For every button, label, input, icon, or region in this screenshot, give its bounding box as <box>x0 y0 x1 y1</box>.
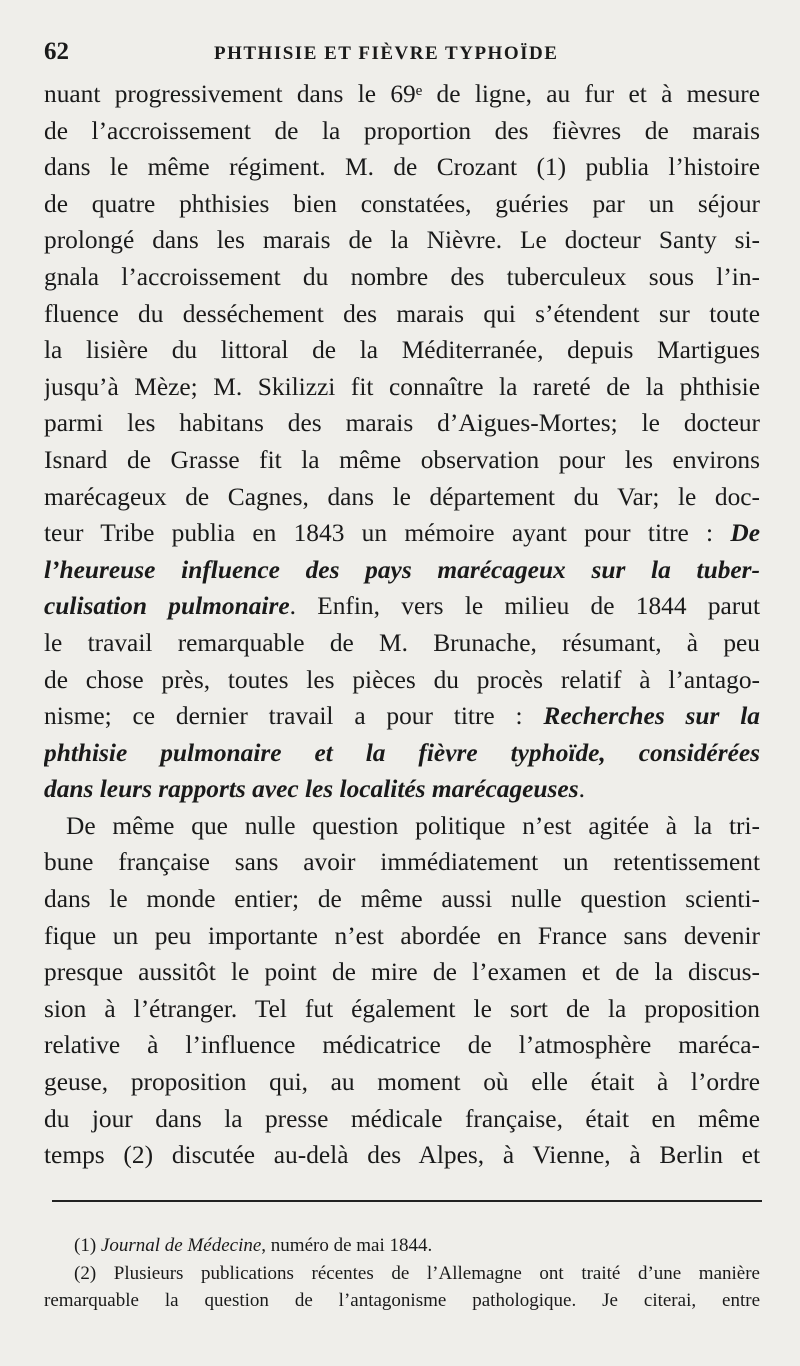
body-line: nuant progressivement dans le 69ᵉ de ligne, au fur et à mesure <box>44 80 760 108</box>
body-text <box>44 76 760 1174</box>
body-line: Isnard de Grasse fit la même observation pour les environs <box>44 445 760 474</box>
italic-title: culisation pulmonaire <box>44 592 290 621</box>
italic-title: phthisie pulmonaire et la fièvre typhoïde, considérées <box>44 738 760 767</box>
paragraph-line: De même que nulle question politique n’est agitée à la tri- <box>66 811 760 840</box>
body-line: de quatre phthisies bien constatées, guéries par un séjour <box>44 189 760 218</box>
paragraph-line: dans le monde entier; de même aussi nulle question scienti- <box>44 885 760 914</box>
running-head: PHTHISIE ET FIÈVRE TYPHOÏDE <box>214 43 559 64</box>
text-segment: nisme; ce dernier travail a pour titre : <box>44 702 544 731</box>
body-line-title-end <box>44 588 760 625</box>
body-line: de chose près, toutes les pièces du procès relatif à l’antago- <box>44 665 760 694</box>
body-line-title-start <box>44 698 760 735</box>
footnote-1 <box>44 1232 760 1260</box>
page-number: 62 <box>44 38 69 65</box>
footnote-mark: (1) <box>74 1235 101 1256</box>
paragraph-line: temps (2) discutée au-delà des Alpes, à Vienne, à Berlin et <box>44 1141 760 1170</box>
footnote-2-line: (2) Plusieurs publications récentes de l’Allemagne ont traité d’une manière <box>74 1262 760 1284</box>
body-line: fluence du desséchement des marais qui s’étendent sur toute <box>44 299 760 328</box>
italic-title: dans leurs rapports avec les localités marécageuses <box>44 775 579 804</box>
body-line: prolongé dans les marais de la Nièvre. Le docteur Santy si- <box>44 226 760 255</box>
body-line-title <box>44 735 760 772</box>
footnote-divider <box>52 1200 762 1202</box>
text-segment: teur Tribe publia en 1843 un mémoire ayant pour titre : <box>44 519 731 548</box>
paragraph-line: du jour dans la presse médicale française, était en même <box>44 1104 760 1133</box>
body-line: de l’accroissement de la proportion des fièvres de marais <box>44 116 760 145</box>
journal-title: Journal de Médecine <box>100 1235 262 1256</box>
body-line: la lisière du littoral de la Méditerranée, depuis Martigues <box>44 336 760 365</box>
body-line: parmi les habitans des marais d’Aigues-Mortes; le docteur <box>44 409 760 438</box>
paragraph-line: presque aussitôt le point de mire de l’examen et de la discus- <box>44 958 760 987</box>
footnote-2-line: remarquable la question de l’antagonisme pathologique. Je citerai, entre <box>44 1290 760 1311</box>
paragraph-line: geuse, proposition qui, au moment où elle était à l’ordre <box>44 1068 760 1097</box>
body-line: le travail remarquable de M. Brunache, résumant, à peu <box>44 628 760 657</box>
paragraph-line: relative à l’influence médicatrice de l’atmosphère maréca- <box>44 1031 760 1060</box>
body-line: jusqu’à Mèze; M. Skilizzi fit connaître la rareté de la phthisie <box>44 372 760 401</box>
footnote-text: , numéro de mai 1844. <box>261 1235 433 1256</box>
paragraph-line: fique un peu importante n’est abordée en France sans devenir <box>44 921 760 950</box>
body-line-title <box>44 552 760 589</box>
paragraph-line: sion à l’étranger. Tel fut également le sort de la proposition <box>44 994 760 1023</box>
body-line-title-end <box>44 771 760 808</box>
text-segment: . <box>578 775 585 804</box>
page-header <box>44 38 760 72</box>
body-line: dans le même régiment. M. de Crozant (1) publia l’histoire <box>44 153 760 182</box>
italic-title: l’heureuse influence des pays marécageux sur la tuber- <box>44 555 760 584</box>
italic-title: Recherches sur la <box>543 702 760 731</box>
paragraph-line: bune française sans avoir immédiatement un retentissement <box>44 848 760 877</box>
body-line: gnala l’accroissement du nombre des tuberculeux sous l’in- <box>44 262 760 291</box>
text-segment: . Enfin, vers le milieu de 1844 parut <box>289 592 760 621</box>
footnotes <box>44 1232 760 1315</box>
body-line-title-start <box>44 515 760 552</box>
body-line: marécageux de Cagnes, dans le département du Var; le doc- <box>44 482 760 511</box>
italic-title: De <box>730 519 760 548</box>
